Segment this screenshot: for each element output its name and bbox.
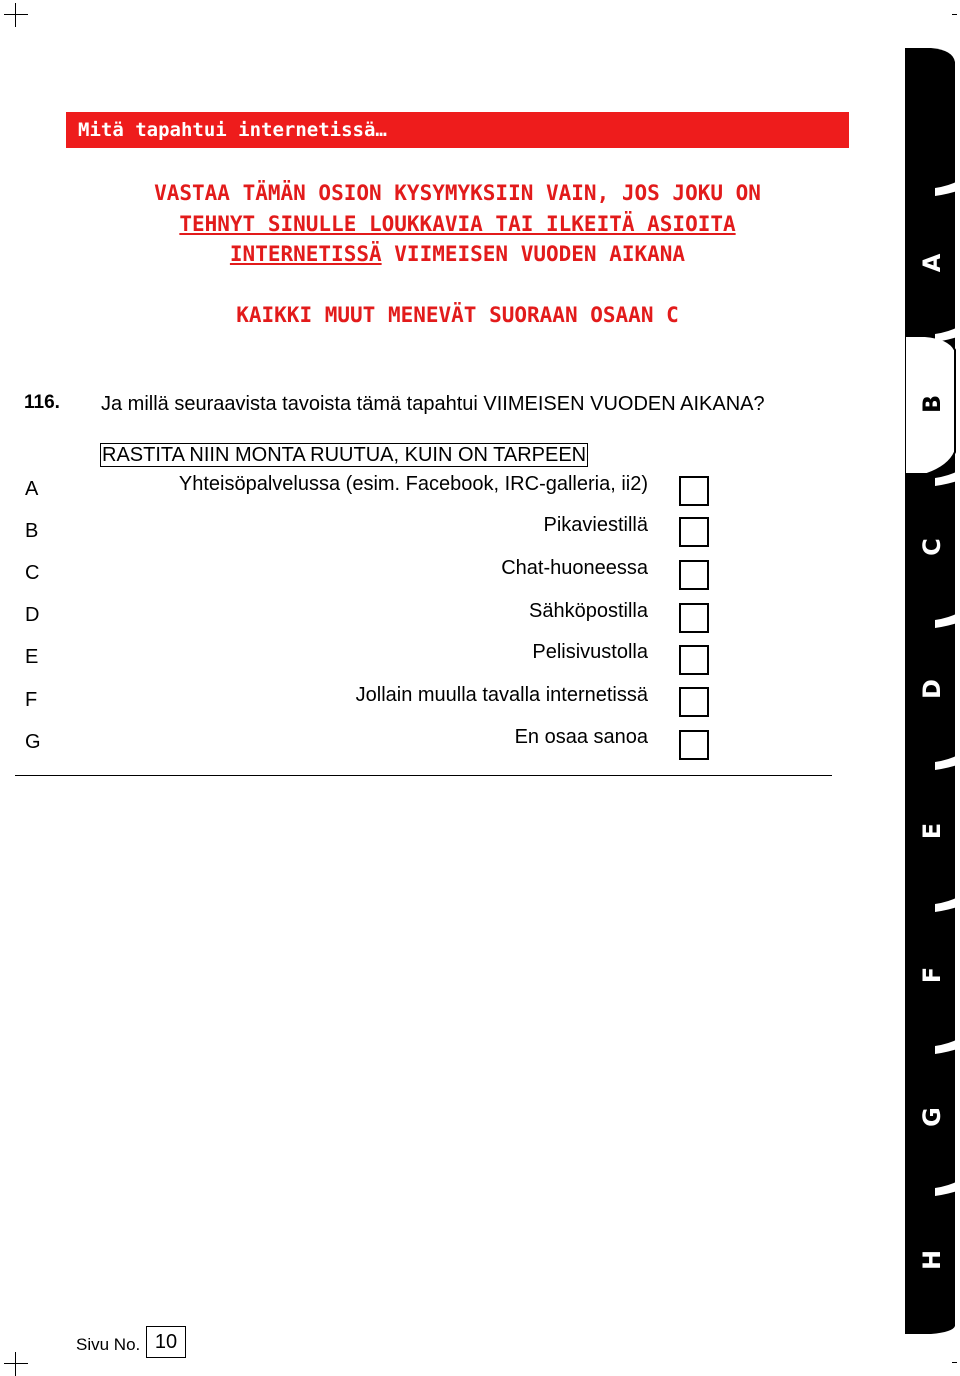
section-tab-g: G (918, 1107, 946, 1127)
section-tab-f: F (918, 966, 946, 984)
instruction-line-1: VASTAA TÄMÄN OSION KYSYMYKSIIN VAIN, JOS JOKU ON (154, 181, 761, 205)
section-divider (15, 775, 832, 776)
answer-instruction: RASTITA NIIN MONTA RUUTUA, KUIN ON TARPEEN (102, 444, 587, 466)
instruction-line-3-underlined: INTERNETISSÄ (229, 242, 382, 266)
option-letter: B (25, 520, 39, 542)
page-number: 10 (146, 1326, 186, 1358)
option-letter: E (25, 646, 39, 668)
section-tab-d: D (918, 679, 946, 699)
section-header: Mitä tapahtui internetissä… (66, 112, 849, 148)
option-letter: C (25, 562, 40, 584)
option-checkbox-c[interactable] (679, 560, 709, 590)
option-checkbox-b[interactable] (679, 517, 709, 547)
option-label: Pelisivustolla (532, 641, 648, 663)
crop-dash-top-right (952, 14, 957, 15)
section-tab-e: E (918, 822, 946, 840)
instruction-line-2: TEHNYT SINULLE LOUKKAVIA TAI ILKEITÄ ASIOITA (179, 212, 736, 236)
crop-mark-top-left (4, 3, 28, 27)
question-text: Ja millä seuraavista tavoista tämä tapahtui VIIMEISEN VUODEN AIKANA? (101, 393, 765, 415)
instruction-line-3-rest: VIIMEISEN VUODEN AIKANA (394, 242, 686, 266)
section-tab-c: C (918, 538, 946, 556)
option-label: En osaa sanoa (514, 726, 648, 748)
option-label: Pikaviestillä (543, 514, 648, 536)
option-letter: D (25, 604, 40, 626)
option-checkbox-a[interactable] (679, 476, 709, 506)
option-label: Sähköpostilla (529, 600, 648, 622)
section-tab-h: H (918, 1249, 946, 1271)
crop-mark-bottom-left (4, 1352, 28, 1376)
page-number-label: Sivu No. (76, 1335, 141, 1354)
option-label: Yhteisöpalvelussa (esim. Facebook, IRC-galleria, ii2) (178, 473, 648, 495)
option-label: Jollain muulla tavalla internetissä (355, 684, 648, 706)
option-checkbox-g[interactable] (679, 730, 709, 760)
option-letter: A (25, 478, 39, 500)
option-checkbox-d[interactable] (679, 603, 709, 633)
crop-dash-bottom-right (952, 1362, 957, 1363)
instruction-line-3 (60, 239, 855, 269)
option-label: Chat-huoneessa (501, 557, 648, 579)
skip-instruction: KAIKKI MUUT MENEVÄT SUORAAN OSAAN C (236, 303, 679, 327)
section-tab-strip (905, 48, 960, 1334)
section-tab-a: A (918, 253, 946, 273)
option-checkbox-f[interactable] (679, 687, 709, 717)
section-tab-b: B (918, 394, 946, 414)
option-letter: F (25, 689, 38, 711)
option-letter: G (25, 731, 41, 753)
question-number: 116. (24, 392, 60, 413)
option-checkbox-e[interactable] (679, 645, 709, 675)
